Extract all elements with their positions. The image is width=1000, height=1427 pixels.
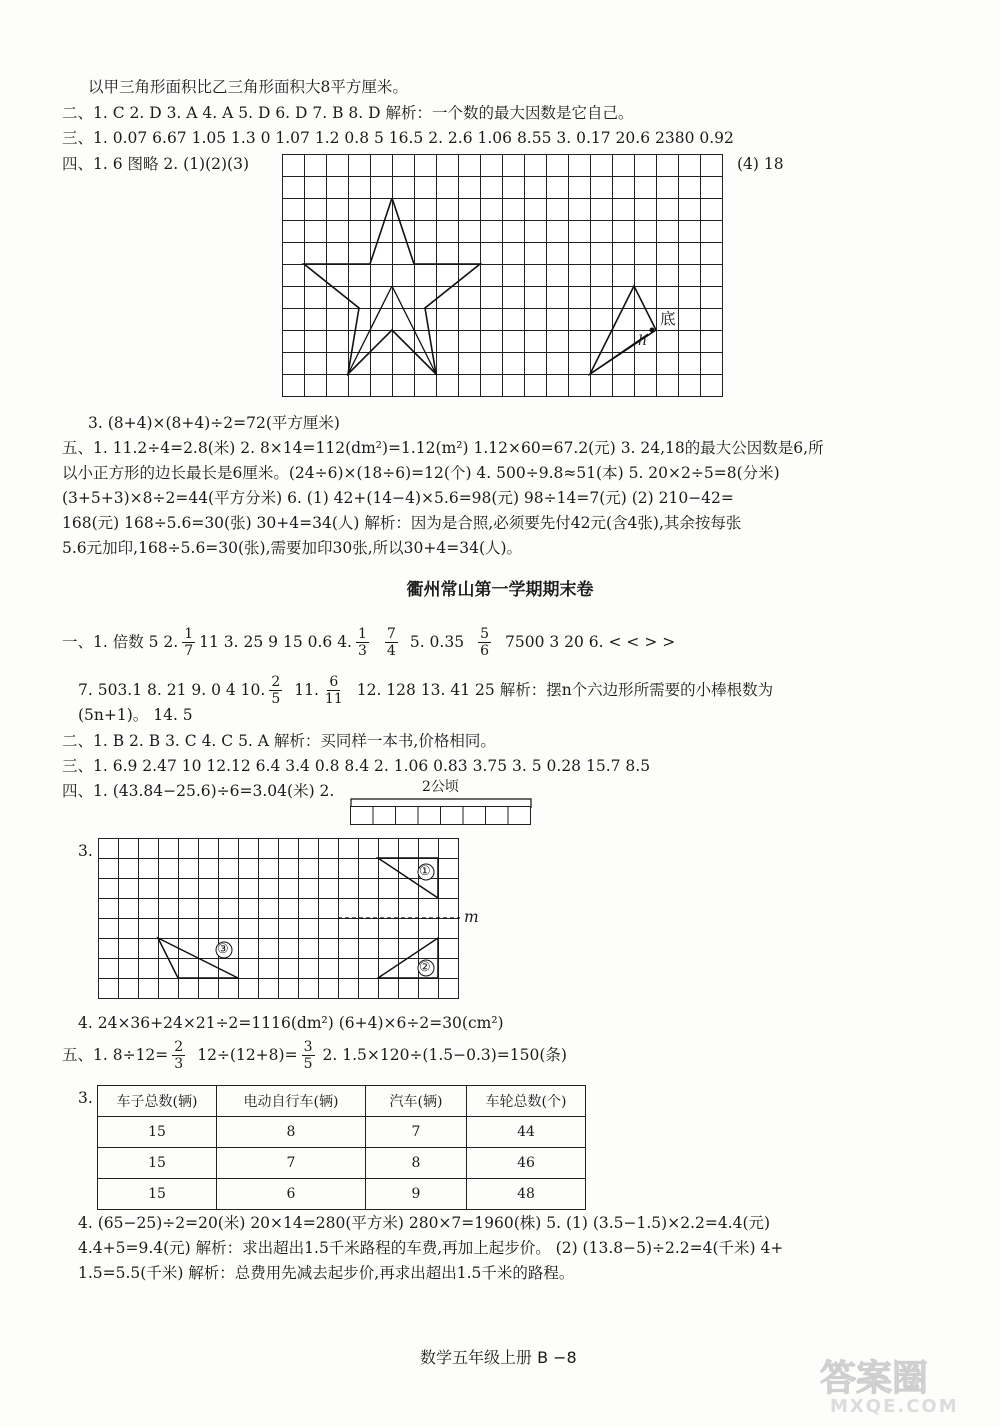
table-cell: 15 [98,1148,217,1179]
numerator: 2 [174,1038,184,1055]
text-segment: 一、1. 倍数 5 2. [62,633,179,651]
numerator: 1 [357,625,367,642]
fraction [269,674,282,707]
fraction [182,626,195,659]
text-line: 4.4+5=9.4(元) 解析：求出超出1.5千米路程的车费,再加上起步价。 (2) (13.8−5)÷2.2=4(千米) 4+ [78,1239,784,1257]
text-line: 以甲三角形面积比乙三角形面积大8平方厘米。 [88,78,408,96]
text-line: 5.6元加印,168÷5.6=30(张),需要加印30张,所以30+4=34(人)。 [62,539,523,557]
text-line: (3+5+3)×8÷2=44(平方分米) 6. (1) 42+(14−4)×5.6=98(元) 98÷14=7(元) (2) 210−42= [62,489,734,507]
table-cell: 7 [217,1148,366,1179]
table-header: 汽车(辆) [366,1086,467,1117]
table-row [98,1148,586,1179]
text-segment: 五、1. 8÷12= [62,1046,169,1064]
text-line: 二、1. B 2. B 3. C 4. C 5. A 解析：买同样一本书,价格相同。 [62,732,496,750]
denominator: 3 [174,1055,184,1072]
answer-line-5 [62,1034,567,1076]
text-line: 二、1. C 2. D 3. A 4. A 5. D 6. D 7. B 8. D 解析：一个数的最大因数是它自己。 [62,104,634,122]
fraction [302,1039,315,1072]
table-cell: 7 [366,1117,467,1148]
text-line: 四、1. 6 图略 2. (1)(2)(3) [62,155,250,173]
text-line: 3. [78,842,93,860]
table-header: 电动自行车(辆) [217,1086,366,1117]
denominator: 5 [303,1055,313,1072]
hectare-strip [350,806,531,825]
table-cell: 48 [467,1179,586,1210]
numerator: 6 [329,673,339,690]
text-segment: 7500 3 20 6. < < > > [504,633,676,651]
numerator: 5 [480,625,489,642]
table-row [98,1179,586,1210]
numerator: 2 [271,673,281,690]
watermark-logo [790,1350,990,1422]
reflection-drawing [98,838,460,998]
table-cell: 44 [467,1117,586,1148]
text-line: (5n+1)。 14. 5 [78,706,193,724]
text-segment: 11. [294,681,319,699]
page-footer: 数学五年级上册 B −8 [420,1348,577,1367]
shape-3-label: ③ [217,942,229,957]
denominator: 6 [480,642,489,659]
table-cell: 8 [366,1148,467,1179]
text-segment: 12÷(12+8)= [197,1046,298,1064]
fraction [323,674,345,707]
fraction [478,626,491,659]
text-line: 4. 24×36+24×21÷2=1116(dm²) (6+4)×6÷2=30(cm²) [78,1014,504,1032]
answer-line-1 [62,620,675,664]
shape-2-label: ② [419,960,431,975]
text-line: 3. (8+4)×(8+4)÷2=72(平方厘米) [88,414,340,432]
text-segment: 5. 0.35 [409,633,465,651]
table-cell: 46 [467,1148,586,1179]
text-segment: 7. 503.1 8. 21 9. 0 4 10. [78,681,266,699]
base-label: 底 [660,310,676,328]
table-header-row [98,1086,586,1117]
denominator: 11 [324,690,343,707]
shape-1-label: ① [419,864,431,879]
table-cell: 6 [217,1179,366,1210]
text-segment: 2. 1.5×120÷(1.5−0.3)=150(条) [322,1046,567,1064]
table-cell: 8 [217,1117,366,1148]
reflection-grid-figure [98,838,460,998]
denominator: 5 [271,690,281,707]
star-grid-figure [282,154,722,396]
axis-label: m [464,908,479,926]
table-header: 车子总数(辆) [98,1086,217,1117]
table-cell: 15 [98,1179,217,1210]
fraction [385,626,398,659]
table-cell: 15 [98,1117,217,1148]
numerator: 3 [303,1038,313,1055]
text-line: 168(元) 168÷5.6=30(张) 30+4=34(人) 解析：因为是合照,必须要先付42元(含4张),其余按每张 [62,514,742,532]
triangle-vertex-dot [650,328,655,333]
text-segment: 12. 128 13. 41 25 解析：摆n个六边形所需要的小棒根数为 [356,681,774,699]
denominator: 3 [357,642,367,659]
section-title: 衢州常山第一学期期末卷 [406,580,594,600]
fraction [356,626,369,659]
numerator: 1 [184,625,194,642]
star-drawing [282,154,722,396]
text-line: 4. (65−25)÷2=20(米) 20×14=280(平方米) 280×7=1960(株) 5. (1) (3.5−1.5)×2.2=4.4(元) [78,1214,771,1232]
watermark-url: MXQE.COM [830,1396,959,1417]
table-row [98,1117,586,1148]
hectare-label: 2公顷 [422,779,459,795]
car-table [97,1085,586,1210]
denominator: 4 [386,642,396,659]
watermark-text: 答案圈 [820,1358,929,1399]
text-line: 以小正方形的边长最长是6厘米。(24÷6)×(18÷6)=12(个) 4. 500÷9.8≈51(本) 5. 20×2÷5=8(分米) [62,464,780,482]
text-line: 1.5=5.5(千米) 解析：总费用先减去起步价,再求出超出1.5千米的路程。 [78,1264,575,1282]
table-cell: 9 [366,1179,467,1210]
denominator: 7 [184,642,194,659]
text-line: 三、1. 6.9 2.47 10 12.12 6.4 3.4 0.8 8.4 2. 1.06 0.83 3.75 3. 5 0.28 15.7 8.5 [62,757,651,775]
height-label: h [638,333,648,349]
text-line: 3. [78,1089,93,1107]
text-segment: 11 3. 25 9 15 0.6 4. [199,633,352,651]
text-line: 五、1. 11.2÷4=2.8(米) 2. 8×14=112(dm²)=1.12(m²) 1.12×60=67.2(元) 3. 24,18的最大公因数是6,所 [62,439,824,457]
fraction [172,1039,185,1072]
text-line: 四、1. (43.84−25.6)÷6=3.04(米) 2. [62,782,335,800]
numerator: 7 [386,625,396,642]
text-line: 三、1. 0.07 6.67 1.05 1.3 0 1.07 1.2 0.8 5 16.5 2. 2.6 1.06 8.55 3. 0.17 20.6 2380 0.92 [62,129,734,147]
table-header: 车轮总数(个) [467,1086,586,1117]
text-line: (4) 18 [737,155,784,173]
